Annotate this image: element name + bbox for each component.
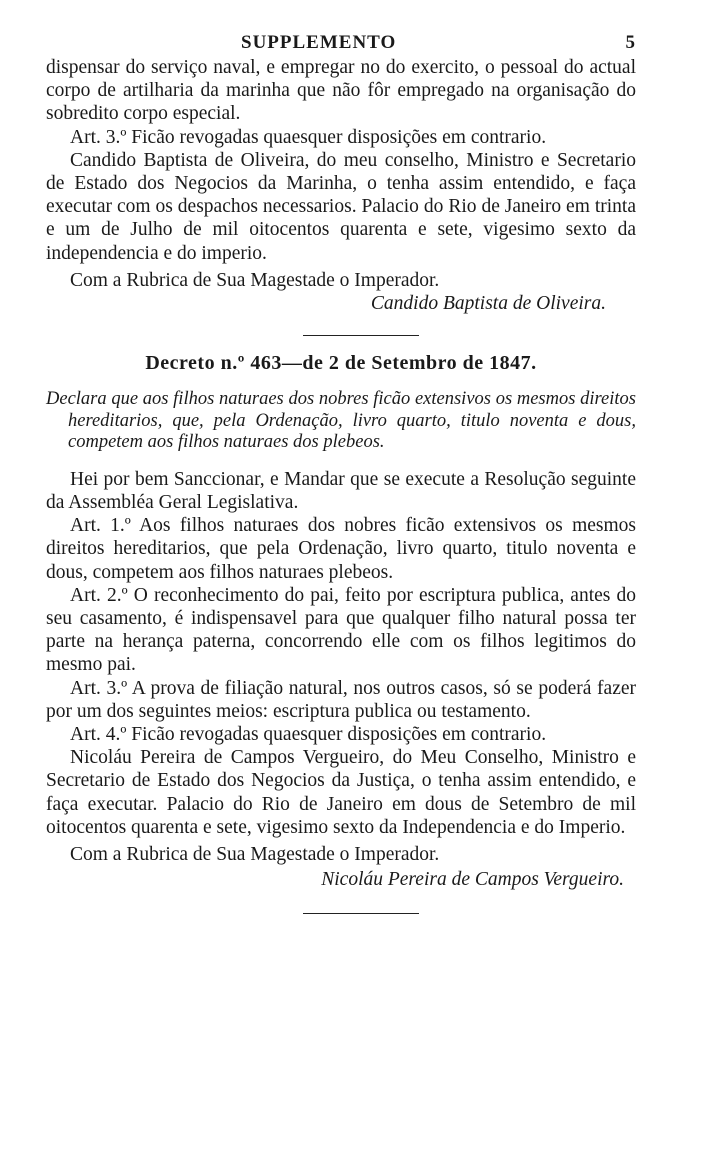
article-3-first-decree: Art. 3.º Ficão revogadas quaesquer disposições em contrario. bbox=[70, 126, 547, 148]
preamble-paragraph: Hei por bem Sanccionar, e Mandar que se execute a Resolução seguinte da Assembléa Geral Legislativa. bbox=[46, 468, 636, 513]
rubric: Com a Rubrica de Sua Magestade o Imperador. bbox=[70, 843, 440, 865]
decree-title: Decreto n.º 463—de 2 de Setembro de 1847. bbox=[145, 352, 537, 375]
article-3: Art. 3.º A prova de filiação natural, nos outros casos, só se poderá fazer por um dos seguintes meios: escriptura publica ou testamento. bbox=[46, 677, 636, 722]
running-title: SUPPLEMENTO bbox=[241, 32, 397, 53]
article-1: Art. 1.º Aos filhos naturaes dos nobres ficão extensivos os mesmos direitos hereditarios, que pela Ordenação, livro quarto, titulo noventa e dous, competem aos filhos naturaes plebeos. bbox=[46, 515, 636, 583]
decree-summary: Declara que aos filhos naturaes dos nobres ficão extensivos os mesmos direitos hereditarios, que, pela Ordenação, livro quarto, titulo noventa e dous, competem aos filhos naturaes dos plebeos. bbox=[46, 389, 636, 453]
rubric-first-decree: Com a Rubrica de Sua Magestade o Imperador. bbox=[70, 269, 440, 291]
continuation-paragraph: dispensar do serviço naval, e empregar no do exercito, o pessoal do actual corpo de artilharia da marinha que não fôr empregado na organisação do sobredito corpo especial. bbox=[46, 57, 636, 125]
section-divider bbox=[303, 335, 419, 336]
article-4: Art. 4.º Ficão revogadas quaesquer disposições em contrario. bbox=[70, 723, 547, 745]
closing-paragraph-first-decree: Candido Baptista de Oliveira, do meu conselho, Ministro e Secretario de Estado dos Negocios da Marinha, o tenha assim entendido, e faça executar com os despachos necessarios. Palacio do Rio de Janeiro em trinta e um de Julho de mil oitocentos quarenta e sete, vigesimo sexto da independencia e do imperio. bbox=[46, 149, 636, 264]
document-page bbox=[46, 30, 636, 914]
page-number: 5 bbox=[625, 32, 636, 53]
page-header bbox=[46, 30, 636, 56]
signature-first-decree: Candido Baptista de Oliveira. bbox=[370, 293, 606, 315]
signature: Nicoláu Pereira de Campos Vergueiro. bbox=[321, 869, 624, 891]
end-divider bbox=[303, 913, 419, 914]
closing-paragraph: Nicoláu Pereira de Campos Vergueiro, do Meu Conselho, Ministro e Secretario de Estado dos Negocios da Justiça, o tenha assim entendido, e faça executar. Palacio do Rio de Janeiro em dous de Setembro de mil oitocentos quarenta e sete, vigesimo sexto da Independencia e do Imperio. bbox=[46, 747, 636, 838]
article-2: Art. 2.º O reconhecimento do pai, feito por escriptura publica, antes do seu casamento, é indispensavel para que qualquer filho natural possa ter parte na herança paterna, concorrendo elle com os filhos legitimos do mesmo pai. bbox=[46, 584, 636, 676]
